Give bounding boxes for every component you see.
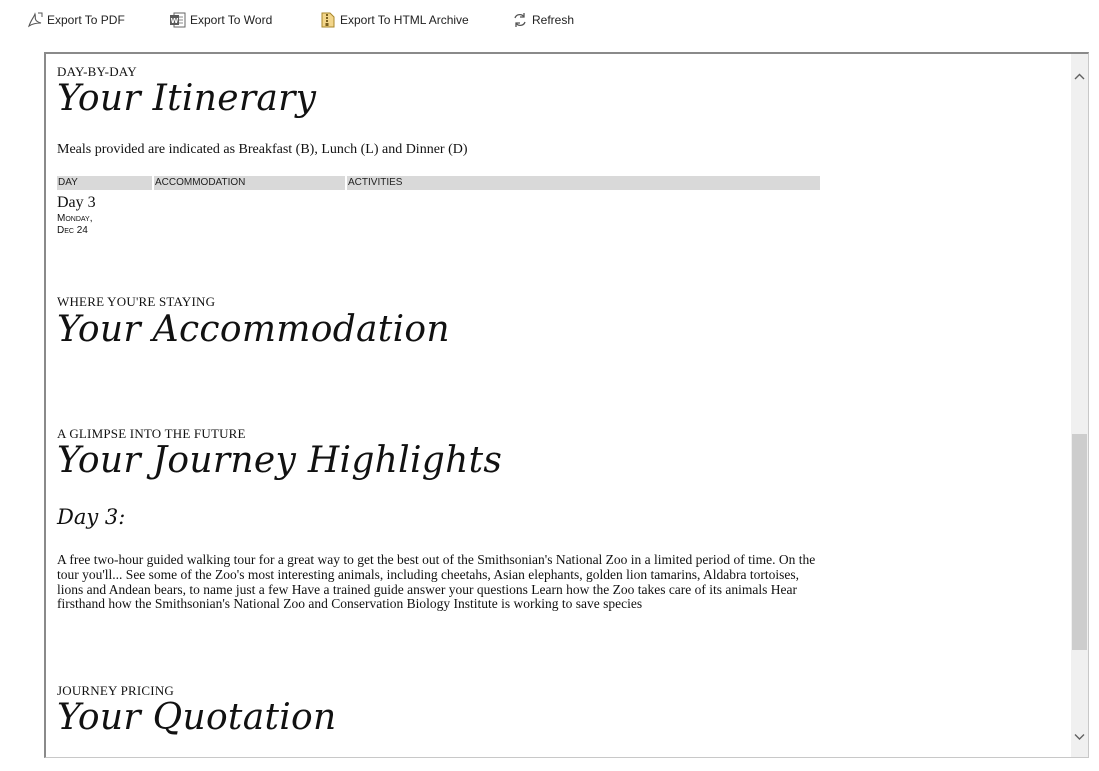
column-header-day: DAY bbox=[57, 176, 152, 190]
column-header-activities: ACTIVITIES bbox=[347, 176, 820, 190]
export-pdf-label: Export To PDF bbox=[47, 13, 125, 27]
html-archive-icon bbox=[319, 11, 337, 29]
itinerary-kicker: DAY-BY-DAY bbox=[57, 64, 137, 79]
export-word-label: Export To Word bbox=[190, 13, 273, 27]
itinerary-day-weekday: Monday, bbox=[57, 213, 93, 224]
report-viewer[interactable] bbox=[44, 52, 1089, 758]
vertical-scrollbar[interactable] bbox=[1071, 54, 1088, 757]
itinerary-title: Your Itinerary bbox=[57, 78, 317, 119]
highlights-title: Your Journey Highlights bbox=[57, 440, 503, 481]
pdf-export-icon bbox=[26, 11, 44, 29]
export-html-archive-label: Export To HTML Archive bbox=[340, 13, 469, 27]
chevron-down-icon[interactable] bbox=[1071, 728, 1088, 745]
export-html-archive-button[interactable] bbox=[319, 10, 469, 30]
itinerary-day-label: Day 3 bbox=[57, 194, 96, 211]
accommodation-title: Your Accommodation bbox=[57, 309, 450, 350]
word-document-icon bbox=[169, 11, 187, 29]
itinerary-table-header bbox=[57, 176, 820, 190]
chevron-up-icon[interactable] bbox=[1071, 68, 1088, 85]
pricing-kicker: JOURNEY PRICING bbox=[57, 683, 174, 698]
export-toolbar bbox=[0, 0, 1099, 44]
refresh-icon bbox=[511, 11, 529, 29]
column-header-accommodation: ACCOMMODATION bbox=[154, 176, 345, 190]
refresh-label: Refresh bbox=[532, 13, 575, 27]
itinerary-day-date bbox=[57, 213, 117, 237]
export-word-button[interactable] bbox=[169, 10, 272, 30]
scrollbar-thumb[interactable] bbox=[1072, 434, 1087, 650]
pricing-title: Your Quotation bbox=[57, 697, 337, 738]
highlights-kicker: A GLIMPSE INTO THE FUTURE bbox=[57, 426, 246, 441]
svg-text:W: W bbox=[170, 17, 179, 25]
highlights-day-title: Day 3: bbox=[57, 505, 126, 529]
refresh-button[interactable] bbox=[511, 10, 574, 30]
highlights-day-description: A free two-hour guided walking tour for a great way to get the best out of the Smithsonian's National Zoo in a limited period of time. On the tour you'll... See some of the Zoo's most interesting animals, including cheetahs, Asian elephants, golden lion tamarins, Aldabra tortoises, lions and Andean bears, to name just a few Have a trained guide answer your questions Learn how the Zoo takes care of its animals Hear firsthand how the Smithsonian's National Zoo and Conservation Biology Institute is working to save species bbox=[57, 552, 816, 612]
export-pdf-button[interactable] bbox=[26, 10, 125, 30]
accommodation-kicker: WHERE YOU'RE STAYING bbox=[57, 294, 216, 309]
itinerary-day-calendar-date: Dec 24 bbox=[57, 225, 88, 236]
meals-note: Meals provided are indicated as Breakfast (B), Lunch (L) and Dinner (D) bbox=[57, 142, 468, 157]
